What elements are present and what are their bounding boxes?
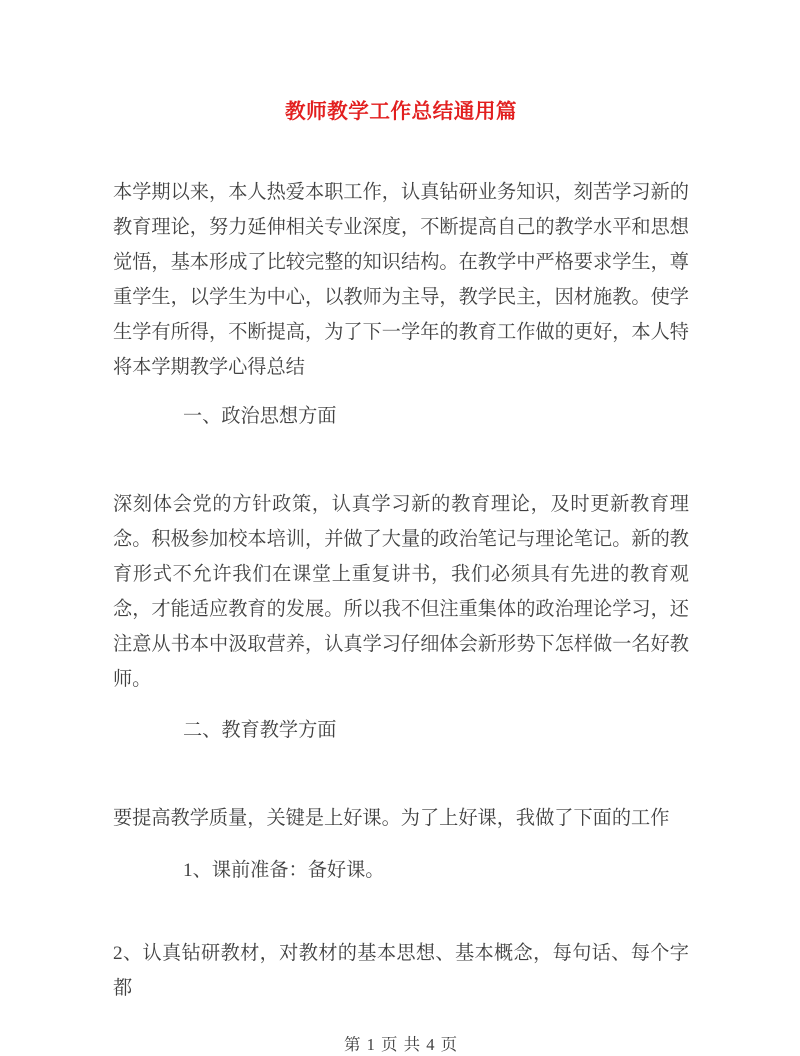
document-title: 教师教学工作总结通用篇 bbox=[284, 101, 518, 123]
paragraph-teaching-quality: 要提高教学质量，关键是上好课。为了上好课，我做了下面的工作 bbox=[113, 808, 670, 829]
section-heading-political-thought: 一、政治思想方面 bbox=[183, 406, 337, 427]
page-footer bbox=[113, 1034, 689, 1056]
paragraph-political-thought: 深刻体会党的方针政策，认真学习新的教育理论，及时更新教育理念。积极参加校本培训，并做了大量的政治笔记与理论笔记。新的教育形式不允许我们在课堂上重复讲书，我们必须具有先进的教育观念，才能适应教育的发展。所以我不但注重集体的政治理论学习，还注意从书本中汲取营养，认真学习仔细体会新形势下怎样做一名好教师。 bbox=[113, 494, 689, 690]
page-number-indicator: 第 1 页 共 4 页 bbox=[343, 1035, 459, 1054]
section-heading-education-teaching: 二、教育教学方面 bbox=[183, 720, 337, 741]
list-item-lesson-preparation: 1、课前准备：备好课。 bbox=[183, 860, 385, 881]
paragraph-study-materials: 2、认真钻研教材，对教材的基本思想、基本概念，每句话、每个字都 bbox=[113, 943, 689, 999]
paragraph-intro: 本学期以来，本人热爱本职工作，认真钻研业务知识，刻苦学习新的教育理论，努力延伸相关专业深度，不断提高自己的教学水平和思想觉悟，基本形成了比较完整的知识结构。在教学中严格要求学生，尊重学生，以学生为中心，以教师为主导，教学民主，因材施教。使学生学有所得，不断提高，为了下一学年的教育工作做的更好，本人特将本学期教学心得总结 bbox=[113, 182, 689, 378]
